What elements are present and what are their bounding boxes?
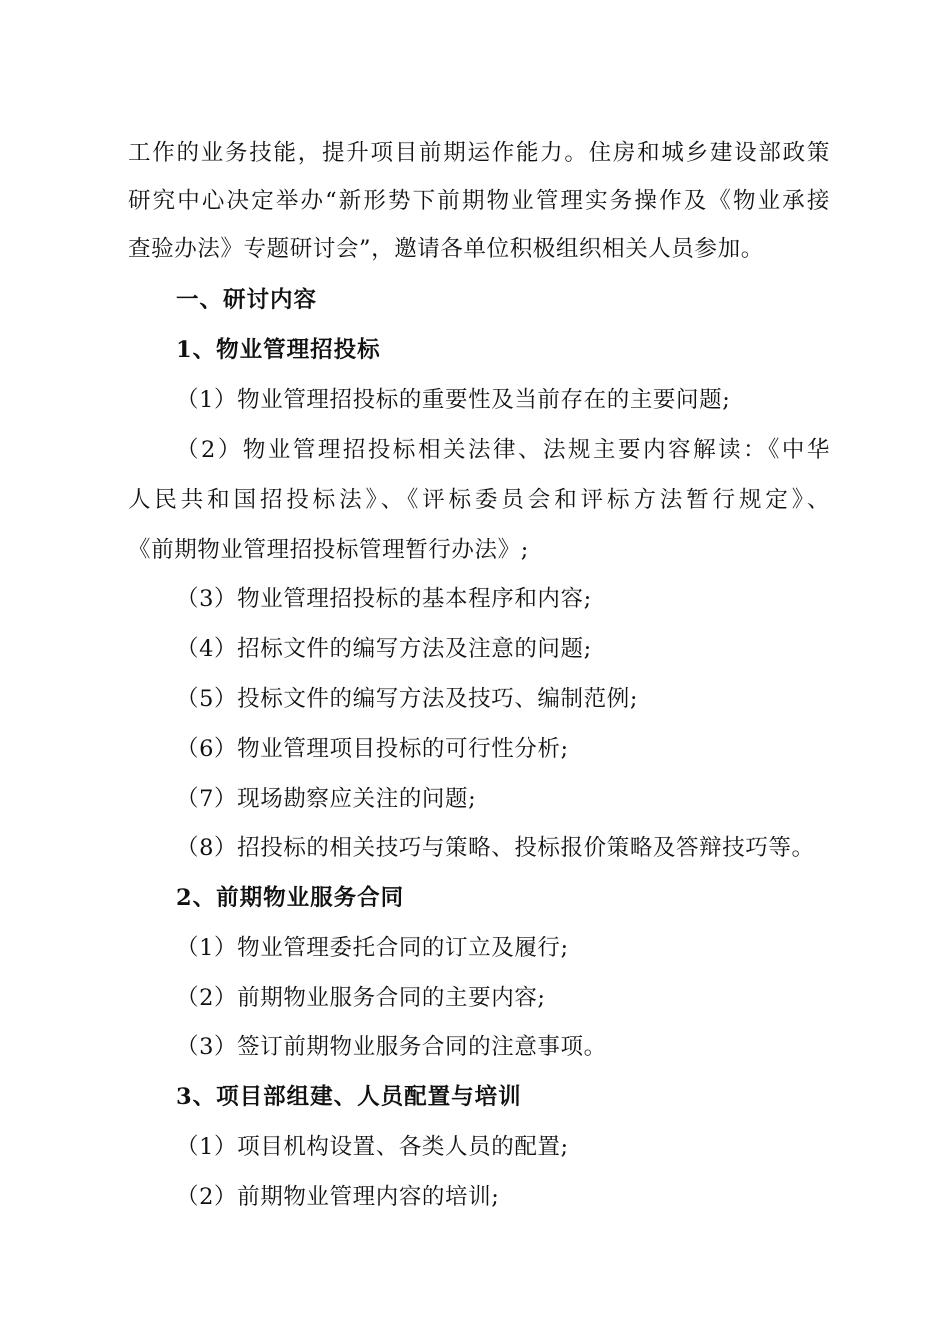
topic-1-item-5: （5）投标文件的编写方法及技巧、编制范例; (176, 686, 638, 712)
topic-1-item-2-end: 《前期物业管理招投标管理暂行办法》; (128, 537, 529, 563)
intro-line-2: 研究中心决定举办“新形势下前期物业管理实务操作及《物业承接 (128, 188, 830, 214)
intro-line-1: 工作的业务技能，提升项目前期运作能力。住房和城乡建设部政策 (128, 140, 830, 166)
topic-1-title: 1、物业管理招投标 (176, 337, 381, 363)
topic-2-item-3: （3）签订前期物业服务合同的注意事项。 (176, 1034, 607, 1060)
topic-1-item-8: （8）招投标的相关技巧与策略、投标报价策略及答辩技巧等。 (176, 835, 815, 861)
topic-1-item-2: （2）物业管理招投标相关法律、法规主要内容解读：《中华 (176, 437, 830, 463)
section-title: 一、研讨内容 (176, 287, 318, 313)
topic-1-item-6: （6）物业管理项目投标的可行性分析; (176, 736, 569, 762)
topic-3-title: 3、项目部组建、人员配置与培训 (176, 1084, 522, 1110)
intro-line-3: 查验办法》专题研讨会”，邀请各单位积极组织相关人员参加。 (128, 236, 764, 262)
topic-1-item-7: （7）现场勘察应关注的问题; (176, 786, 477, 812)
topic-2-item-2: （2）前期物业服务合同的主要内容; (176, 985, 546, 1011)
topic-3-item-1: （1）项目机构设置、各类人员的配置; (176, 1134, 569, 1160)
topic-1-item-1: （1）物业管理招投标的重要性及当前存在的主要问题; (176, 387, 731, 413)
topic-1-item-2-continued: 人民共和国招投标法》、《评标委员会和评标方法暂行规定》、 (128, 487, 830, 513)
topic-1-item-4: （4）招标文件的编写方法及注意的问题; (176, 636, 592, 662)
topic-3-item-2: （2）前期物业管理内容的培训; (176, 1184, 500, 1210)
topic-2-item-1: （1）物业管理委托合同的订立及履行; (176, 935, 569, 961)
topic-1-item-3: （3）物业管理招投标的基本程序和内容; (176, 586, 592, 612)
topic-2-title: 2、前期物业服务合同 (176, 885, 405, 911)
